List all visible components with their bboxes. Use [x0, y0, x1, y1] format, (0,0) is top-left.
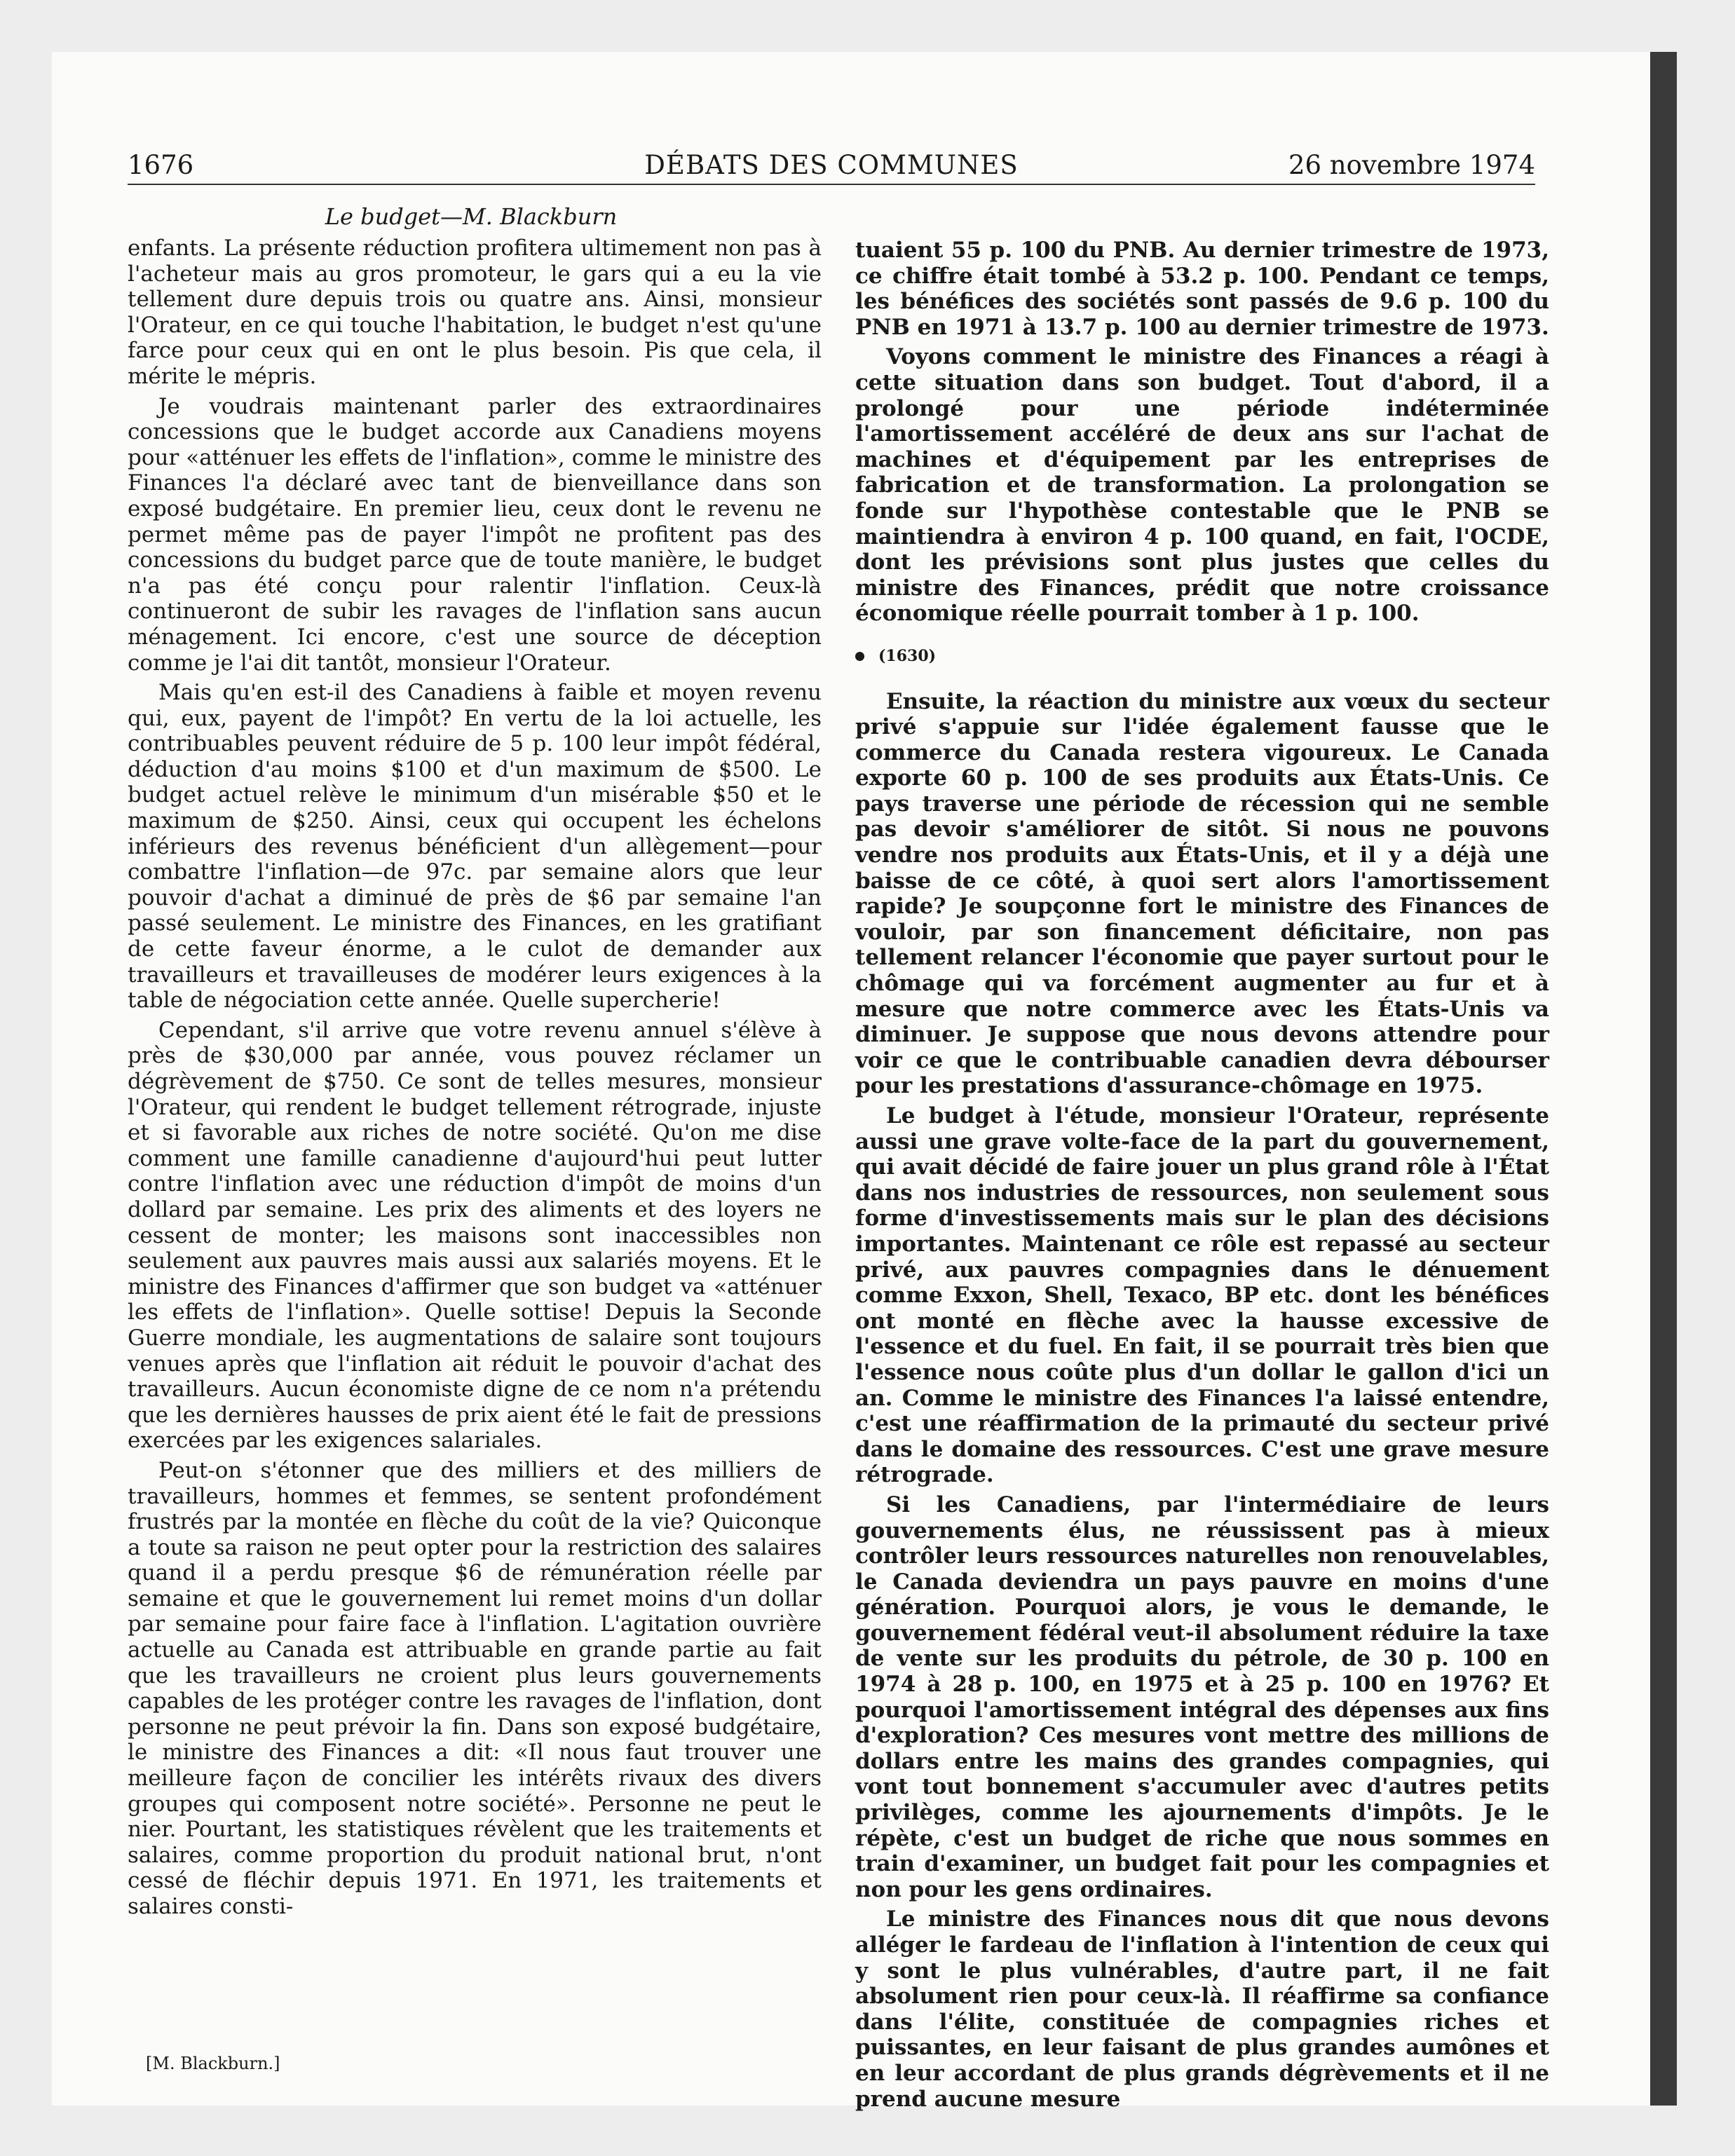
paragraph: Mais qu'en est-il des Canadiens à faible et moyen revenu qui, eux, payent de l'impôt? En vertu de la loi actuelle, les contribuables peuvent réduire de 5 p. 100 leur impôt fédéral, déduction d'au moins $100 et d'un maximum de $500. Le budget actuel relève le minimum d'un misérable $50 et le maximum de $250. Ainsi, ceux qui occupent les échelons inférieurs des revenus bénéficient d'un allègement—pour combattre l'inflation—de 97c. par semaine alors que leur pouvoir d'achat a diminué de près de $6 par semaine l'an passé seulement. Le ministre des Finances, en les gratifiant de cette faveur énorme, a le culot de demander aux travailleurs et travailleuses de modérer leurs exigences à la table de négociation cette année. Quelle supercherie!: [128, 680, 822, 1014]
publication-title: DÉBATS DES COMMUNES: [644, 150, 1019, 180]
left-column: [128, 236, 822, 1924]
time-marker: [855, 643, 1549, 669]
paragraph: Le ministre des Finances nous dit que nous devons alléger le fardeau de l'inflation à l'intention de ceux qui y sont le plus vulnérables, d'autre part, il ne fait absolument rien pour ceux-là. Il réaffirme sa confiance dans l'élite, constituée de compagnies riches et puissantes, en leur faisant de plus grandes aumônes et en leur accordant de plus grands dégrèvements et il ne prend aucune mesure: [855, 1906, 1549, 2112]
paragraph: Peut-on s'étonner que des milliers et des milliers de travailleurs, hommes et femmes, se sentent profondément frustrés par la montée en flèche du coût de la vie? Quiconque a toute sa raison ne peut opter pour la restriction des salaires quand il a perdu presque $6 de rémunération réelle par semaine et que le gouvernement lui remet moins d'un dollar par semaine pour faire face à l'inflation. L'agitation ouvrière actuelle au Canada est attribuable en grande partie au fait que les travailleurs ne croient plus leurs gouvernements capables de les protéger contre les ravages de l'inflation, dont personne ne peut prévoir la fin. Dans son exposé budgétaire, le ministre des Finances a dit: «Il nous faut trouver une meilleure façon de concilier les intérêts rivaux des divers groupes qui composent notre société». Personne ne peut le nier. Pourtant, les statistiques révèlent que les traitements et salaires, comme proportion du produit national brut, n'ont cessé de fléchir depuis 1971. En 1971, les traitements et salaires consti-: [128, 1457, 822, 1919]
paragraph: enfants. La présente réduction profitera ultimement non pas à l'acheteur mais au gros promoteur, le gars qui a eu la vie tellement dure depuis trois ou quatre ans. Ainsi, monsieur l'Orateur, en ce qui touche l'habitation, le budget n'est qu'une farce pour ceux qui en ont le plus besoin. Pis que cela, il mérite le mépris.: [128, 236, 822, 389]
page-number: 1676: [128, 150, 194, 180]
time-marker-label: (1630): [878, 646, 937, 665]
publication-date: 26 novembre 1974: [1288, 150, 1535, 180]
speaker-footnote: [M. Blackburn.]: [146, 2054, 280, 2073]
paragraph: Voyons comment le ministre des Finances a réagi à cette situation dans son budget. Tout d'abord, il a prolongé pour une période indéterminée l'amortissement accéléré de deux ans sur l'achat de machines et d'équipement par les entreprises de fabrication et de transformation. La prolongation se fonde sur l'hypothèse contestable que le PNB se maintiendra à environ 4 p. 100 quand, en fait, l'OCDE, dont les prévisions sont plus justes que celles du ministre des Finances, prédit que notre croissance économique réelle pourrait tomber à 1 p. 100.: [855, 344, 1549, 627]
running-subheader: Le budget—M. Blackburn: [325, 203, 618, 230]
page-header: [128, 147, 1535, 185]
paragraph: Le budget à l'étude, monsieur l'Orateur, représente aussi une grave volte-face de la part du gouvernement, qui avait décidé de faire jouer un plus grand rôle à l'État dans nos industries de ressources, non seulement sous forme d'investissements mais sur le plan des décisions importantes. Maintenant ce rôle est repassé au secteur privé, aux pauvres compagnies dans le dénuement comme Exxon, Shell, Texaco, BP etc. dont les bénéfices ont monté en flèche avec la hausse excessive de l'essence et du fuel. En fait, il se pourrait très bien que l'essence nous coûte plus d'un dollar le gallon d'ici un an. Comme le ministre des Finances l'a laissé entendre, c'est une réaffirmation de la primauté du secteur privé dans le domaine des ressources. C'est une grave mesure rétrograde.: [855, 1103, 1549, 1488]
paragraph: Cependant, s'il arrive que votre revenu annuel s'élève à près de $30,000 par année, vous pouvez réclamer un dégrèvement de $750. Ce sont de telles mesures, monsieur l'Orateur, qui rendent le budget tellement rétrograde, injuste et si favorable aux riches de notre société. Qu'on me dise comment une famille canadienne d'aujourd'hui peut lutter contre l'inflation avec une réduction d'impôt de moins d'un dollard par semaine. Les prix des aliments et des loyers ne cessent de monter; les maisons sont inaccessibles non seulement aux pauvres mais aussi aux salariés moyens. Et le ministre des Finances d'affirmer que son budget va «atténuer les effets de l'inflation». Quelle sottise! Depuis la Seconde Guerre mondiale, les augmentations de salaire sont toujours venues après que l'inflation ait réduit le pouvoir d'achat des travailleurs. Aucun économiste digne de ce nom n'a prétendu que les dernières hausses de prix aient été le fait de pressions exercées par les exigences salariales.: [128, 1017, 822, 1454]
scan-binding-edge: [1650, 52, 1677, 2106]
paragraph: tuaient 55 p. 100 du PNB. Au dernier trimestre de 1973, ce chiffre était tombé à 53.2 p. 100. Pendant ce temps, les bénéfices des sociétés sont passés de 9.6 p. 100 du PNB en 1971 à 13.7 p. 100 au dernier trimestre de 1973.: [855, 238, 1549, 340]
right-column: [855, 238, 1549, 2116]
bullet-icon: [855, 652, 864, 661]
paragraph: Si les Canadiens, par l'intermédiaire de leurs gouvernements élus, ne réussissent pas à mieux contrôler leurs ressources naturelles non renouvelables, le Canada deviendra un pays pauvre en moins d'une génération. Pourquoi alors, je vous le demande, le gouvernement fédéral veut-il absolument réduire la taxe de vente sur les produits du pétrole, de 30 p. 100 en 1974 à 28 p. 100, en 1975 et à 25 p. 100 en 1976? Et pourquoi l'amortissement intégral des dépenses aux fins d'exploration? Ces mesures vont mettre des millions de dollars entre les mains des grandes compagnies, qui vont tout bonnement s'accumuler avec d'autres petits privilèges, comme les ajournements d'impôts. Je le répète, c'est un budget de riche que nous sommes en train d'examiner, un budget fait pour les compagnies et non pour les gens ordinaires.: [855, 1492, 1549, 1902]
paragraph: Ensuite, la réaction du ministre aux vœux du secteur privé s'appuie sur l'idée également fausse que le commerce du Canada restera vigoureux. Le Canada exporte 60 p. 100 de ses produits aux États-Unis. Ce pays traverse une période de récession qui ne semble pas devoir s'améliorer de sitôt. Si nous ne pouvons vendre nos produits aux États-Unis, et il y a déjà une baisse de ce côté, à quoi sert alors l'amortissement rapide? Je soupçonne fort le ministre des Finances de vouloir, par son financement déficitaire, non pas tellement relancer l'économie que payer surtout pour le chômage qui va forcément augmenter au fur et à mesure que notre commerce avec les États-Unis va diminuer. Je suppose que nous devons attendre pour voir ce que le contribuable canadien devra débourser pour les prestations d'assurance-chômage en 1975.: [855, 688, 1549, 1099]
paragraph: Je voudrais maintenant parler des extraordinaires concessions que le budget accorde aux Canadiens moyens pour «atténuer les effets de l'inflation», comme le ministre des Finances l'a déclaré avec tant de bienveillance dans son exposé budgétaire. En premier lieu, ceux dont le revenu ne permet même pas de payer l'impôt ne profitent pas des concessions du budget parce que de toute manière, le budget n'a pas été conçu pour ralentir l'inflation. Ceux-là continueront de subir les ravages de l'inflation sans aucun ménagement. Ici encore, c'est une source de déception comme je l'ai dit tantôt, monsieur l'Orateur.: [128, 393, 822, 676]
